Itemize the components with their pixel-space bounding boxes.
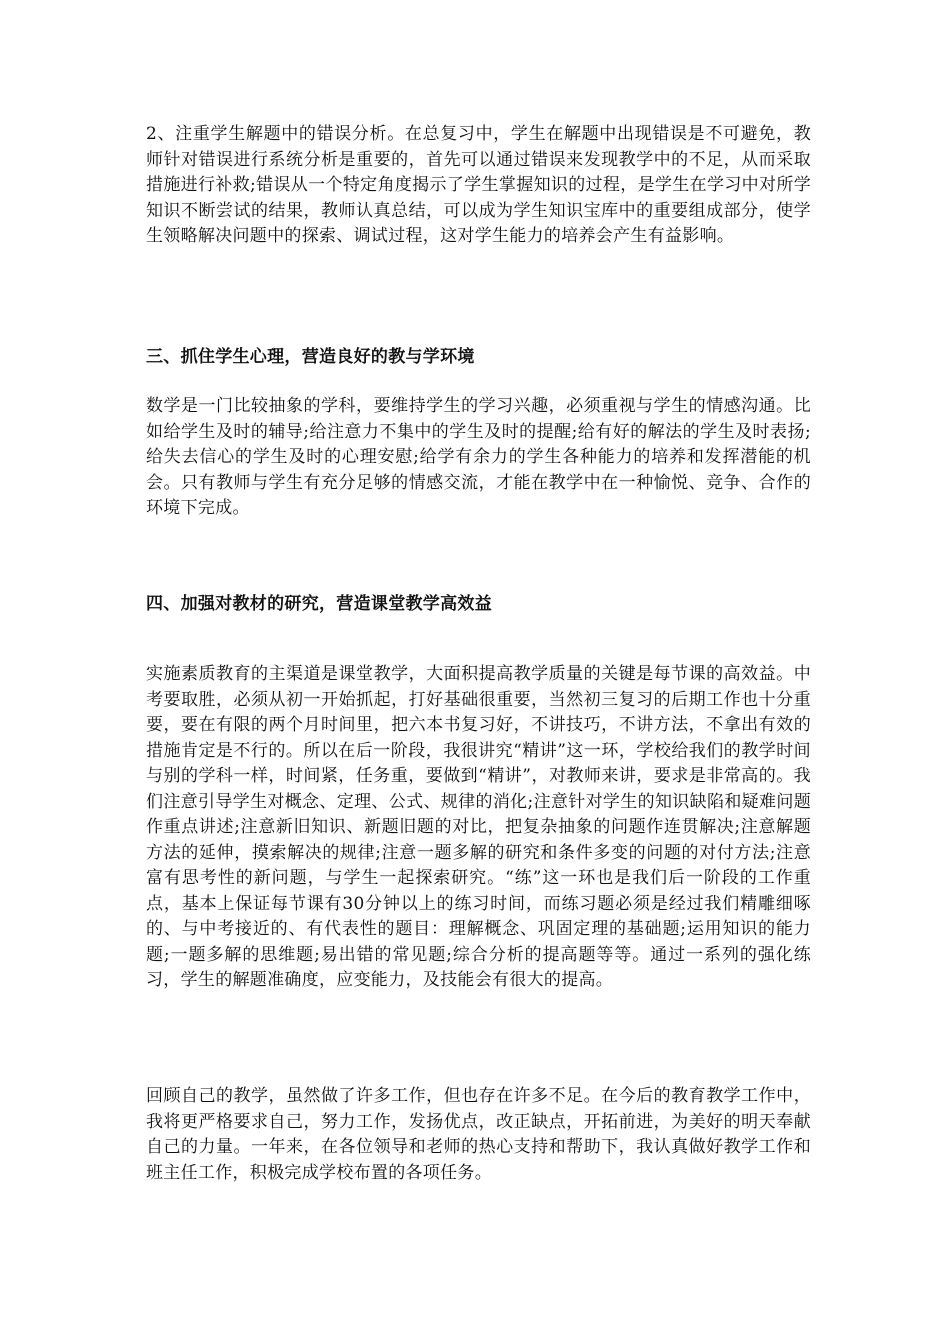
section-heading-four: 四、加强对教材的研究，营造课堂教学高效益 bbox=[146, 594, 492, 614]
section-heading-three: 三、抓住学生心理，营造良好的教与学环境 bbox=[146, 347, 475, 367]
paragraph-psychology: 数学是一门比较抽象的学科，要维持学生的学习兴趣，必须重视与学生的情感沟通。比如给学生及时的辅导;给注意力不集中的学生及时的提醒;给有好的解法的学生及时表扬;给失去信心的学生及时的心理安慰;给学有余力的学生各种能力的培养和发挥潜能的机会。只有教师与学生有充分足够的情感交流，才能在教学中在一种愉悦、竞争、合作的环境下完成。 bbox=[146, 396, 811, 518]
paragraph-textbook-research: 实施素质教育的主渠道是课堂教学，大面积提高教学质量的关键是每节课的高效益。中考要取胜，必须从初一开始抓起，打好基础很重要，当然初三复习的后期工作也十分重要，要在有限的两个月时间里，把六本书复习好，不讲技巧，不讲方法，不拿出有效的措施肯定是不行的。所以在后一阶段，我很讲究“精讲”这一环，学校给我们的教学时间与别的学科一样，时间紧，任务重，要做到“精讲”，对教师来讲，要求是非常高的。我们注意引导学生对概念、定理、公式、规律的消化;注意针对学生的知识缺陷和疑难问题作重点讲述;注意新旧知识、新题旧题的对比，把复杂抽象的问题作连贯解决;注意解题方法的延伸，摸索解决的规律;注意一题多解的研究和条件多变的问题的对付方法;注意富有思考性的新问题，与学生一起探索研究。“练”这一环也是我们后一阶段的工作重点，基本上保证每节课有30分钟以上的练习时间，而练习题必须是经过我们精雕细啄的、与中考接近的、有代表性的题目：理解概念、巩固定理的基础题;运用知识的能力题;一题多解的思维题;易出错的常见题;综合分析的提高题等等。通过一系列的强化练习，学生的解题准确度，应变能力，及技能会有很大的提高。 bbox=[146, 664, 811, 990]
paragraph-review: 回顾自己的教学，虽然做了许多工作，但也存在许多不足。在今后的教育教学工作中，我将更严格要求自己，努力工作，发扬优点，改正缺点，开拓前进，为美好的明天奉献自己的力量。一年来，在各位领导和老师的热心支持和帮助下，我认真做好教学工作和班主任工作，积极完成学校布置的各项任务。 bbox=[146, 1086, 811, 1183]
paragraph-error-analysis: 2、注重学生解题中的错误分析。在总复习中，学生在解题中出现错误是不可避免，教师针对错误进行系统分析是重要的，首先可以通过错误来发现教学中的不足，从而采取措施进行补救;错误从一个特定角度揭示了学生掌握知识的过程，是学生在学习中对所学知识不断尝试的结果，教师认真总结，可以成为学生知识宝库中的重要组成部分，使学生领略解决问题中的探索、调试过程，这对学生能力的培养会产生有益影响。 bbox=[146, 124, 811, 246]
